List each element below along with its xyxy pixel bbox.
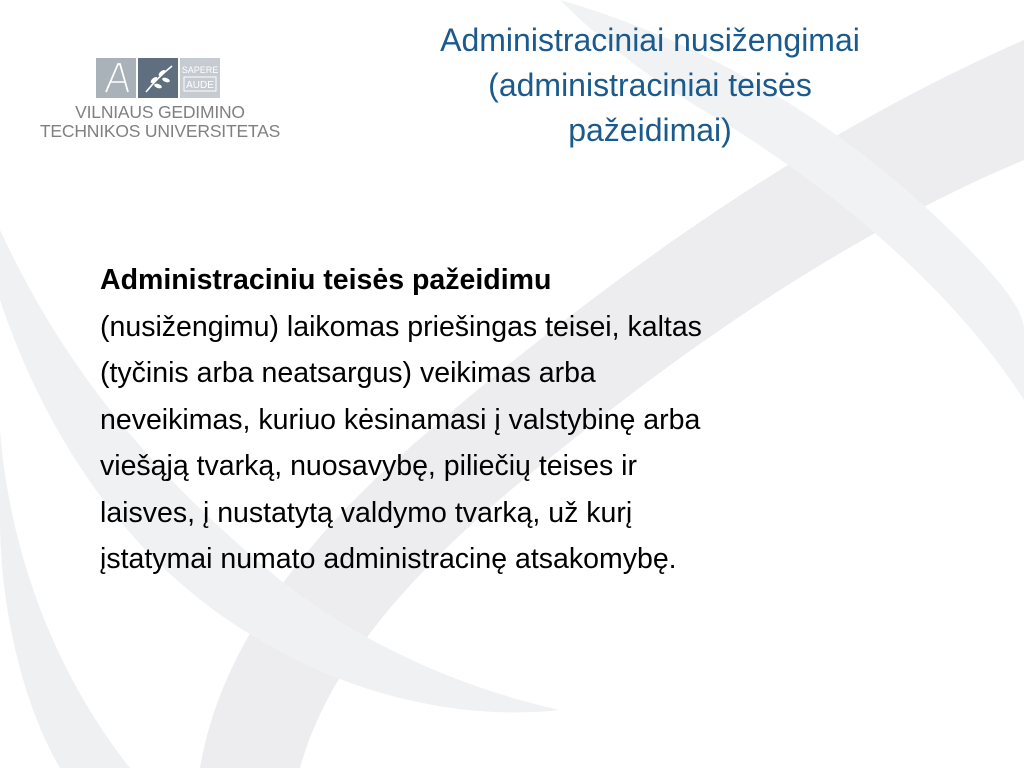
title-line: Administraciniai nusižengimai xyxy=(440,22,860,58)
title-line: (administraciniai teisės xyxy=(488,67,812,103)
paragraph-line: laisves, į nustatytą valdymo tvarką, už kurį xyxy=(100,496,633,529)
logo-emblem xyxy=(96,58,220,98)
badge-word-2: AUDE xyxy=(186,80,214,91)
logo-text-line-2: TECHNIKOS UNIVERSITETAS xyxy=(39,121,281,141)
title-line: pažeidimai) xyxy=(568,112,732,148)
badge-word-1: SAPERE xyxy=(181,65,219,75)
slide-title xyxy=(330,18,970,153)
defined-term: Administraciniu teisės pažeidimu xyxy=(100,264,552,296)
paragraph-line: (tyčinis arba neatsargus) veikimas arba xyxy=(100,357,596,389)
paragraph-line: viešąją tvarką, nuosavybę, piliečių teises ir xyxy=(100,450,638,482)
paragraph-line: įstatymai numato administracinę atsakomybę. xyxy=(100,543,677,575)
university-logo xyxy=(30,58,290,148)
logo-text-line-1: VILNIAUS GEDIMINO xyxy=(75,102,245,122)
paragraph-line: (nusižengimu) laikomas priešingas teisei, kaltas xyxy=(100,310,702,343)
definition-paragraph xyxy=(100,257,960,583)
paragraph-line: neveikimas, kuriuo kėsinamasi į valstybinę arba xyxy=(100,403,701,436)
